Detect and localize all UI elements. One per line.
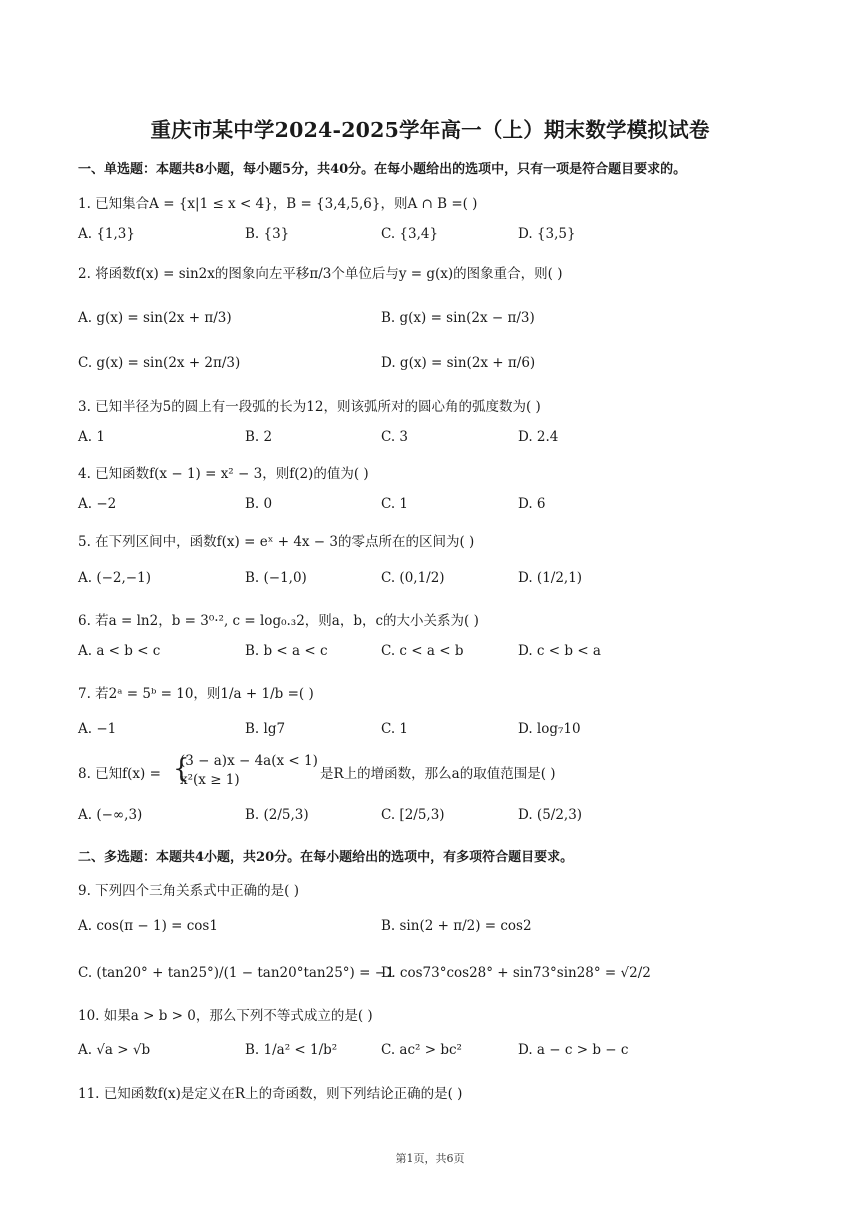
q9-option-d[interactable]: D. cos73°cos28° + sin73°sin28° = √2/2 — [381, 965, 651, 981]
question-8 — [78, 762, 161, 782]
q8-option-c[interactable]: C. [2/5,3) — [381, 807, 445, 823]
q8-piece-2: x²(x ≥ 1) — [180, 772, 240, 788]
question-7: 7. 若2ᵃ = 5ᵇ = 10，则1/a + 1/b =( ) — [78, 686, 314, 702]
q1-option-c[interactable]: C. {3,4} — [381, 226, 439, 242]
section-heading-single-choice: 一、单选题：本题共8小题，每小题5分，共40分。在每小题给出的选项中，只有一项是符合题目要求的。 — [78, 162, 687, 177]
q10-option-a[interactable]: A. √a > √b — [78, 1042, 151, 1058]
q8-stem-prefix: 8. 已知f(x) = — [78, 766, 161, 782]
page-title: 重庆市某中学2024-2025学年高一（上）期末数学模拟试卷 — [150, 118, 710, 142]
page-footer: 第1页，共6页 — [395, 1152, 465, 1165]
section-heading-multiple-choice: 二、多选题：本题共4小题，共20分。在每小题给出的选项中，有多项符合题目要求。 — [78, 850, 574, 865]
q9-option-b[interactable]: B. sin(2 + π/2) = cos2 — [381, 918, 532, 934]
question-10: 10. 如果a > b > 0，那么下列不等式成立的是( ) — [78, 1008, 373, 1024]
q4-option-a[interactable]: A. −2 — [78, 496, 117, 512]
q8-option-a[interactable]: A. (−∞,3) — [78, 807, 143, 823]
question-9: 9. 下列四个三角关系式中正确的是( ) — [78, 883, 299, 899]
q5-option-b[interactable]: B. (−1,0) — [245, 570, 307, 586]
q8-piece-1: (3 − a)x − 4a(x < 1) — [180, 753, 318, 769]
q6-option-b[interactable]: B. b < a < c — [245, 643, 328, 659]
q3-option-b[interactable]: B. 2 — [245, 429, 273, 445]
q5-option-a[interactable]: A. (−2,−1) — [78, 570, 151, 586]
q3-option-c[interactable]: C. 3 — [381, 429, 409, 445]
q10-option-b[interactable]: B. 1/a² < 1/b² — [245, 1042, 338, 1058]
q10-option-d[interactable]: D. a − c > b − c — [518, 1042, 629, 1058]
q4-option-b[interactable]: B. 0 — [245, 496, 273, 512]
q1-option-b[interactable]: B. {3} — [245, 226, 290, 242]
q6-option-a[interactable]: A. a < b < c — [78, 643, 161, 659]
q7-option-b[interactable]: B. lg7 — [245, 721, 286, 737]
question-11: 11. 已知函数f(x)是定义在R上的奇函数，则下列结论正确的是( ) — [78, 1086, 463, 1102]
q5-option-d[interactable]: D. (1/2,1) — [518, 570, 583, 586]
q10-option-c[interactable]: C. ac² > bc² — [381, 1042, 462, 1058]
q1-option-d[interactable]: D. {3,5} — [518, 226, 576, 242]
question-4: 4. 已知函数f(x − 1) = x² − 3，则f(2)的值为( ) — [78, 466, 369, 482]
q2-option-b[interactable]: B. g(x) = sin(2x − π/3) — [381, 310, 535, 326]
q6-option-c[interactable]: C. c < a < b — [381, 643, 464, 659]
q8-brace: { — [173, 754, 190, 784]
q2-option-d[interactable]: D. g(x) = sin(2x + π/6) — [381, 355, 536, 371]
q7-option-a[interactable]: A. −1 — [78, 721, 117, 737]
q8-option-b[interactable]: B. (2/5,3) — [245, 807, 309, 823]
q6-option-d[interactable]: D. c < b < a — [518, 643, 601, 659]
q3-option-d[interactable]: D. 2.4 — [518, 429, 559, 445]
question-6: 6. 若a = ln2，b = 3⁰·², c = log₀.₃2，则a，b，c的大小关系为( ) — [78, 613, 479, 629]
q4-option-d[interactable]: D. 6 — [518, 496, 546, 512]
question-5: 5. 在下列区间中，函数f(x) = eˣ + 4x − 3的零点所在的区间为( ) — [78, 534, 475, 550]
q4-option-c[interactable]: C. 1 — [381, 496, 409, 512]
q7-option-d[interactable]: D. log₇10 — [518, 721, 581, 737]
q5-option-c[interactable]: C. (0,1/2) — [381, 570, 445, 586]
q2-option-c[interactable]: C. g(x) = sin(2x + 2π/3) — [78, 355, 241, 371]
q9-option-a[interactable]: A. cos(π − 1) = cos1 — [78, 918, 218, 934]
q8-option-d[interactable]: D. (5/2,3) — [518, 807, 583, 823]
question-2: 2. 将函数f(x) = sin2x的图象向左平移π/3个单位后与y = g(x)的图象重合，则( ) — [78, 266, 563, 282]
q2-option-a[interactable]: A. g(x) = sin(2x + π/3) — [78, 310, 232, 326]
q8-stem-suffix: 是R上的增函数，那么a的取值范围是( ) — [320, 766, 556, 782]
q3-option-a[interactable]: A. 1 — [78, 429, 105, 445]
question-3: 3. 已知半径为5的圆上有一段弧的长为12，则该弧所对的圆心角的弧度数为( ) — [78, 399, 541, 415]
q7-option-c[interactable]: C. 1 — [381, 721, 409, 737]
question-1: 1. 已知集合A = {x|1 ≤ x < 4}，B = {3,4,5,6}，则A ∩ B =( ) — [78, 196, 478, 212]
q1-option-a[interactable]: A. {1,3} — [78, 226, 135, 242]
q9-option-c[interactable]: C. (tan20° + tan25°)/(1 − tan20°tan25°) = −1 — [78, 965, 395, 981]
